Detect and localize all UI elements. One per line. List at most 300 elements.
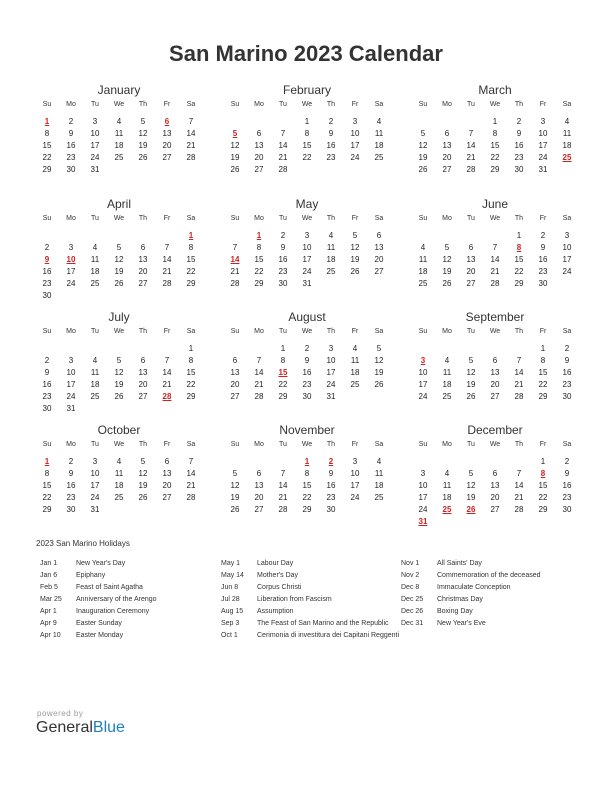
holiday-day: 1	[256, 231, 262, 240]
calendar-day: 30	[278, 279, 288, 288]
holiday-day: 26	[466, 505, 476, 514]
weekday-label: Su	[418, 328, 428, 335]
calendar-day: 29	[538, 505, 548, 514]
calendar-day: 6	[164, 457, 170, 466]
calendar-day: 11	[562, 129, 572, 138]
calendar-day: 18	[442, 493, 452, 502]
calendar-day: 11	[442, 368, 452, 377]
calendar-day: 21	[162, 380, 172, 389]
calendar-day: 5	[468, 469, 474, 478]
calendar-day: 27	[138, 392, 148, 401]
weekday-label: Tu	[91, 101, 99, 108]
holiday-item	[40, 619, 220, 630]
holiday-day: 31	[418, 517, 428, 526]
calendar-day: 4	[116, 457, 122, 466]
weekday-label: Mo	[254, 101, 264, 108]
weekday-header	[411, 328, 579, 338]
weekday-label: Sa	[374, 328, 384, 335]
weekday-label: Su	[418, 101, 428, 108]
weekday-label: Sa	[186, 101, 196, 108]
holiday-day: 2	[328, 457, 334, 466]
weekday-label: Th	[138, 328, 148, 335]
holiday-date: Jun 8	[221, 584, 239, 591]
holiday-item	[401, 559, 581, 570]
weekday-label: Sa	[562, 441, 572, 448]
weekday-label: Su	[230, 101, 240, 108]
weekday-header	[411, 441, 579, 451]
weekday-label: We	[489, 101, 501, 108]
calendar-day: 23	[302, 380, 312, 389]
calendar-day: 6	[232, 356, 238, 365]
calendar-day: 16	[278, 255, 288, 264]
calendar-day: 29	[186, 392, 196, 401]
calendar-day: 27	[230, 392, 240, 401]
calendar-day: 20	[490, 380, 500, 389]
calendar-day: 26	[442, 279, 452, 288]
holiday-item	[40, 607, 220, 618]
calendar-day: 14	[490, 255, 500, 264]
calendar-day: 12	[138, 129, 148, 138]
calendar-day: 31	[302, 279, 312, 288]
weekday-label: Th	[138, 441, 148, 448]
calendar-day: 29	[254, 279, 264, 288]
calendar-day: 24	[418, 392, 428, 401]
weekday-label: Tu	[467, 441, 475, 448]
calendar-day: 4	[92, 356, 98, 365]
month-name: October	[97, 423, 141, 437]
calendar-day: 17	[538, 141, 548, 150]
calendar-day: 28	[186, 493, 196, 502]
calendar-day: 15	[186, 255, 196, 264]
calendar-day: 7	[280, 129, 286, 138]
holidays-column-2	[221, 559, 401, 643]
weekday-label: We	[301, 101, 313, 108]
holiday-name: Easter Monday	[76, 632, 124, 639]
holiday-item	[40, 583, 220, 594]
calendar-day: 17	[66, 267, 76, 276]
calendar-day: 30	[514, 165, 524, 174]
weekday-label: We	[301, 215, 313, 222]
month-name: November	[279, 423, 335, 437]
calendar-day: 22	[538, 493, 548, 502]
holiday-day: 1	[44, 117, 50, 126]
calendar-day: 9	[516, 129, 522, 138]
calendar-day: 24	[350, 493, 360, 502]
calendar-day: 18	[350, 368, 360, 377]
calendar-day: 22	[490, 153, 500, 162]
calendar-day: 16	[66, 481, 76, 490]
holiday-item	[401, 595, 581, 606]
holiday-item	[221, 583, 401, 594]
month-name: January	[97, 83, 141, 97]
weekday-label: Su	[230, 328, 240, 335]
calendar-day: 4	[444, 469, 450, 478]
calendar-day: 22	[186, 267, 196, 276]
calendar-day: 23	[326, 153, 336, 162]
calendar-day: 22	[42, 493, 52, 502]
calendar-day: 24	[538, 153, 548, 162]
holiday-name: Christmas Day	[437, 596, 483, 603]
holiday-name: All Saints' Day	[437, 560, 482, 567]
calendar-day: 23	[562, 380, 572, 389]
weekday-label: We	[489, 328, 501, 335]
weekday-label: Tu	[279, 215, 287, 222]
calendar-day: 9	[564, 469, 570, 478]
weekday-label: Mo	[66, 441, 76, 448]
weekday-label: We	[113, 328, 125, 335]
calendar-day: 9	[328, 469, 334, 478]
month-name: March	[478, 83, 512, 97]
holiday-date: Apr 1	[40, 608, 57, 615]
calendar-day: 13	[162, 469, 172, 478]
calendar-day: 2	[516, 117, 522, 126]
holiday-date: May 14	[221, 572, 244, 579]
calendar-day: 26	[138, 153, 148, 162]
calendar-day: 3	[564, 231, 570, 240]
calendar-day: 7	[280, 469, 286, 478]
month-name: July	[108, 310, 130, 324]
calendar-day: 25	[418, 279, 428, 288]
holiday-date: Feb 5	[40, 584, 58, 591]
calendar-day: 4	[92, 243, 98, 252]
weekday-label: Sa	[562, 215, 572, 222]
weekday-label: Su	[42, 215, 52, 222]
calendar-day: 7	[256, 356, 262, 365]
calendar-day: 11	[350, 356, 360, 365]
calendar-day: 23	[562, 493, 572, 502]
calendar-day: 17	[418, 380, 428, 389]
calendar-day: 25	[90, 392, 100, 401]
holiday-day: 1	[44, 457, 50, 466]
calendar-day: 5	[116, 356, 122, 365]
calendar-day: 19	[350, 255, 360, 264]
calendar-day: 27	[442, 165, 452, 174]
weekday-label: Tu	[91, 328, 99, 335]
calendar-day: 16	[562, 368, 572, 377]
calendar-day: 7	[516, 469, 522, 478]
holiday-day: 3	[420, 356, 426, 365]
calendar-day: 1	[540, 344, 546, 353]
holiday-name: Commemoration of the deceased	[437, 572, 541, 579]
month-name: April	[106, 197, 131, 211]
calendar-day: 21	[514, 380, 524, 389]
holiday-day: 9	[44, 255, 50, 264]
calendar-day: 17	[66, 380, 76, 389]
calendar-day: 28	[514, 505, 524, 514]
calendar-day: 18	[114, 481, 124, 490]
calendar-day: 20	[254, 493, 264, 502]
calendar-day: 29	[42, 165, 52, 174]
calendar-day: 29	[514, 279, 524, 288]
holiday-item	[40, 595, 220, 606]
calendar-day: 4	[564, 117, 570, 126]
weekday-label: Mo	[442, 328, 452, 335]
month-name: June	[481, 197, 509, 211]
calendar-day: 10	[90, 129, 100, 138]
calendar-day: 11	[114, 469, 124, 478]
calendar-day: 17	[418, 493, 428, 502]
calendar-day: 22	[254, 267, 264, 276]
calendar-day: 7	[516, 356, 522, 365]
calendar-day: 19	[138, 481, 148, 490]
calendar-day: 31	[66, 404, 76, 413]
calendar-day: 16	[538, 255, 548, 264]
calendar-day: 6	[140, 243, 146, 252]
calendar-day: 30	[562, 392, 572, 401]
calendar-day: 29	[186, 279, 196, 288]
calendar-day: 16	[326, 141, 336, 150]
calendar-day: 3	[92, 117, 98, 126]
calendar-day: 4	[328, 231, 334, 240]
calendar-day: 25	[114, 153, 124, 162]
weekday-label: Th	[138, 101, 148, 108]
calendar-day: 23	[66, 153, 76, 162]
calendar-day: 19	[230, 153, 240, 162]
calendar-day: 10	[326, 356, 336, 365]
calendar-day: 15	[302, 481, 312, 490]
calendar-day: 30	[302, 392, 312, 401]
calendar-day: 5	[116, 243, 122, 252]
calendar-day: 3	[68, 356, 74, 365]
calendar-day: 16	[66, 141, 76, 150]
calendar-day: 23	[538, 267, 548, 276]
calendar-day: 15	[186, 368, 196, 377]
calendar-day: 9	[68, 129, 74, 138]
weekday-label: Fr	[163, 215, 171, 222]
calendar-day: 13	[442, 141, 452, 150]
calendar-day: 24	[418, 505, 428, 514]
holiday-date: Nov 2	[401, 572, 420, 579]
weekday-label: Su	[230, 441, 240, 448]
calendar-day: 29	[302, 505, 312, 514]
calendar-day: 17	[562, 255, 572, 264]
calendar-day: 25	[326, 267, 336, 276]
holiday-date: Oct 1	[221, 632, 238, 639]
weekday-label: Su	[418, 215, 428, 222]
weekday-label: Sa	[374, 215, 384, 222]
calendar-day: 15	[42, 141, 52, 150]
calendar-day: 1	[492, 117, 498, 126]
calendar-day: 22	[302, 153, 312, 162]
calendar-day: 12	[230, 141, 240, 150]
calendar-day: 4	[352, 344, 358, 353]
calendar-day: 13	[374, 243, 384, 252]
calendar-day: 27	[162, 153, 172, 162]
calendar-day: 21	[186, 141, 196, 150]
calendar-day: 10	[418, 368, 428, 377]
calendar-day: 8	[304, 469, 310, 478]
weekday-header	[35, 328, 203, 338]
calendar-day: 18	[90, 380, 100, 389]
calendar-day: 10	[90, 469, 100, 478]
calendar-day: 15	[42, 481, 52, 490]
holiday-date: Aug 15	[221, 608, 244, 615]
calendar-day: 10	[66, 368, 76, 377]
calendar-day: 13	[162, 129, 172, 138]
holiday-name: Anniversary of the Arengo	[76, 596, 157, 603]
weekday-label: Su	[418, 441, 428, 448]
calendar-day: 18	[114, 141, 124, 150]
calendar-day: 19	[466, 493, 476, 502]
calendar-day: 30	[66, 505, 76, 514]
calendar-day: 26	[114, 392, 124, 401]
calendar-day: 19	[466, 380, 476, 389]
calendar-day: 24	[326, 380, 336, 389]
holiday-item	[401, 607, 581, 618]
weekday-label: Fr	[351, 215, 359, 222]
weekday-label: We	[489, 441, 501, 448]
holiday-date: Nov 1	[401, 560, 420, 567]
holiday-name: Mother's Day	[257, 572, 299, 579]
generalblue-logo[interactable]	[36, 719, 125, 737]
calendar-day: 31	[326, 392, 336, 401]
calendar-day: 27	[490, 392, 500, 401]
calendar-day: 31	[90, 505, 100, 514]
holiday-date: Dec 31	[401, 620, 424, 627]
calendar-day: 17	[326, 368, 336, 377]
calendar-day: 8	[188, 243, 194, 252]
holiday-item	[401, 583, 581, 594]
calendar-day: 13	[254, 481, 264, 490]
calendar-day: 30	[42, 291, 52, 300]
holiday-day: 15	[278, 368, 288, 377]
holiday-date: Jan 1	[40, 560, 58, 567]
holiday-day: 6	[164, 117, 170, 126]
calendar-day: 24	[90, 153, 100, 162]
calendar-day: 11	[90, 255, 100, 264]
holidays-column-1	[40, 559, 220, 643]
weekday-label: Mo	[254, 328, 264, 335]
calendar-day: 7	[492, 243, 498, 252]
calendar-day: 21	[162, 267, 172, 276]
weekday-label: Fr	[163, 328, 171, 335]
calendar-day: 5	[352, 231, 358, 240]
calendar-day: 19	[114, 267, 124, 276]
holiday-date: Dec 26	[401, 608, 424, 615]
calendar-day: 14	[278, 141, 288, 150]
calendar-day: 9	[304, 356, 310, 365]
holiday-name: Immaculate Conception	[437, 584, 511, 591]
calendar-day: 19	[418, 153, 428, 162]
weekday-label: Fr	[351, 328, 359, 335]
calendar-day: 25	[114, 493, 124, 502]
calendar-day: 26	[418, 165, 428, 174]
calendar-day: 11	[90, 368, 100, 377]
calendar-day: 19	[138, 141, 148, 150]
weekday-label: Fr	[539, 441, 547, 448]
calendar-day: 4	[444, 356, 450, 365]
calendar-day: 8	[304, 129, 310, 138]
calendar-day: 18	[374, 481, 384, 490]
calendar-day: 25	[350, 380, 360, 389]
calendar-day: 28	[490, 279, 500, 288]
weekday-label: Su	[42, 328, 52, 335]
calendar-day: 24	[302, 267, 312, 276]
holiday-item	[221, 559, 401, 570]
weekday-label: Sa	[186, 215, 196, 222]
weekday-header	[35, 101, 203, 111]
calendar-day: 28	[254, 392, 264, 401]
calendar-day: 19	[114, 380, 124, 389]
calendar-day: 21	[186, 481, 196, 490]
calendar-day: 13	[490, 368, 500, 377]
calendar-day: 5	[140, 457, 146, 466]
calendar-day: 17	[302, 255, 312, 264]
calendar-day: 2	[68, 117, 74, 126]
calendar-day: 21	[254, 380, 264, 389]
calendar-day: 25	[374, 493, 384, 502]
calendar-day: 24	[66, 279, 76, 288]
calendar-day: 17	[90, 141, 100, 150]
calendar-day: 9	[564, 356, 570, 365]
weekday-label: We	[301, 328, 313, 335]
calendar-day: 19	[374, 368, 384, 377]
calendar-day: 27	[490, 505, 500, 514]
calendar-day: 18	[562, 141, 572, 150]
calendar-day: 12	[374, 356, 384, 365]
calendar-day: 28	[514, 392, 524, 401]
calendar-day: 23	[42, 279, 52, 288]
calendar-day: 11	[114, 129, 124, 138]
calendar-day: 22	[538, 380, 548, 389]
holiday-name: Boxing Day	[437, 608, 473, 615]
brand-part-blue: Blue	[92, 719, 125, 736]
holiday-name: Feast of Saint Agatha	[76, 584, 143, 591]
weekday-label: We	[113, 215, 125, 222]
calendar-day: 12	[442, 255, 452, 264]
calendar-day: 4	[116, 117, 122, 126]
calendar-day: 30	[42, 404, 52, 413]
calendar-day: 2	[280, 231, 286, 240]
calendar-day: 3	[352, 117, 358, 126]
calendar-day: 7	[188, 117, 194, 126]
weekday-label: Mo	[442, 441, 452, 448]
holiday-day: 10	[66, 255, 76, 264]
calendar-day: 11	[442, 481, 452, 490]
weekday-label: Fr	[163, 441, 171, 448]
holidays-column-3	[401, 559, 581, 631]
weekday-header	[223, 215, 391, 225]
calendar-day: 10	[350, 469, 360, 478]
calendar-day: 22	[514, 267, 524, 276]
calendar-day: 6	[468, 243, 474, 252]
calendar-day: 20	[230, 380, 240, 389]
calendar-day: 4	[420, 243, 426, 252]
weekday-header	[411, 101, 579, 111]
calendar-day: 20	[490, 493, 500, 502]
weekday-label: Tu	[467, 215, 475, 222]
holiday-day: 25	[562, 153, 572, 162]
calendar-day: 24	[90, 493, 100, 502]
calendar-day: 13	[230, 368, 240, 377]
calendar-day: 16	[42, 380, 52, 389]
weekday-label: Mo	[66, 101, 76, 108]
calendar-day: 13	[138, 255, 148, 264]
calendar-day: 1	[516, 231, 522, 240]
calendar-day: 25	[90, 279, 100, 288]
calendar-day: 14	[162, 255, 172, 264]
calendar-day: 16	[42, 267, 52, 276]
holiday-item	[221, 595, 401, 606]
calendar-day: 8	[188, 356, 194, 365]
calendar-day: 15	[538, 481, 548, 490]
weekday-label: Su	[230, 215, 240, 222]
month-name: February	[282, 83, 332, 97]
calendar-day: 12	[114, 255, 124, 264]
calendar-day: 14	[466, 141, 476, 150]
weekday-label: Tu	[467, 328, 475, 335]
calendar-day: 30	[538, 279, 548, 288]
